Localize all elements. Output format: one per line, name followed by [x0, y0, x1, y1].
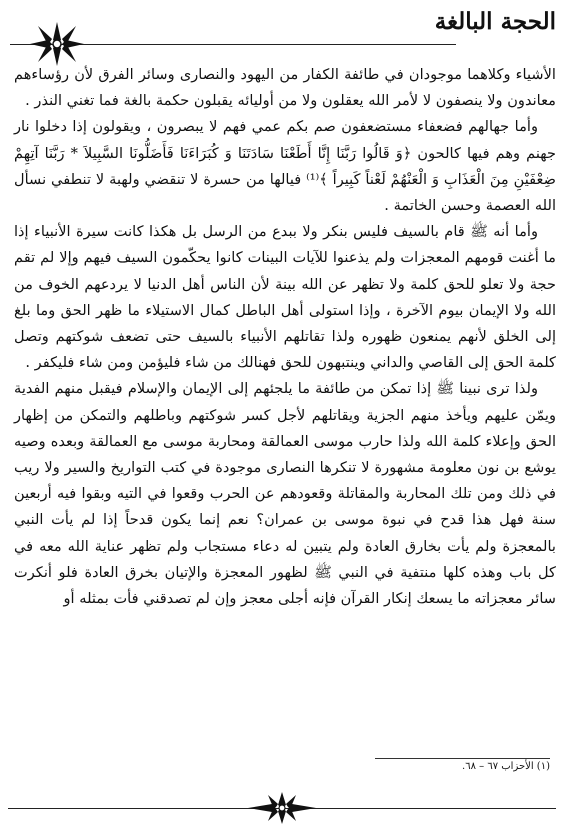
running-title: الحجة البالغة [434, 8, 556, 35]
paragraph: وأما جهالهم فضعفاء مستضعفون صم بكم عمي فهم لا يبصرون ، ويقولون إذا دخلوا نار جهنم وهم فيها كالحون ﴿وَ قَالُوا رَبَّنَا إِنَّا أَطَعْنَا سَادَتَنَا وَ كُبَرَاءَنَا فَأَضَلُّونَا السَّبِيلاَ * رَبَّنَا آتِهِمْ ضِعْفَيْنِ مِنَ الْعَذَابِ وَ الْعَنْهُمْ لَعْناً كَبِيراً ﴾⁽¹⁾ فيالها من حسرة لا تنقضي ولهبة لا تنطفي نسأل الله العصمة وحسن الخاتمة . [14, 118, 556, 215]
star-ornament-icon [30, 22, 84, 66]
paragraph: وأما أنه ﷺ قام بالسيف فليس بنكر ولا ببدع من الرسل بل هكذا كانت سيرة الأنبياء إذا ما أغنت قومهم المعجزات ولم يذعنوا للآيات البينات كانوا يحكّمون السيف فيهم وإلا لم تقم حجة ولا تعلو للحق كلمة ولا تظهر عن الله بينة لأن الناس أهل الدنيا لا يردعهم الخوف من الله ولا الإيمان بيوم الآخرة ، وإذا استولى أهل الباطل كمال الاستيلاء ما ظهر الحق وما بلغ إلى الخلق لأنهم يمنعون ظهوره ولذا تقاتلهم الأنبياء بالسيف حتى تضعف شوكتهم وتصل كلمة الحق إلى القاصي والداني وينتبهون للحق فهنالك من شاء فليؤمن ومن شاء فليكفر . [14, 223, 556, 372]
footnote-rule [375, 758, 550, 759]
body-text [14, 62, 556, 752]
footnote: (١) الأحزاب ٦٧ – ٦٨. [462, 761, 550, 772]
paragraph: ولذا ترى نبينا ﷺ إذا تمكن من طائفة ما يلجئهم إلى الإيمان والإسلام فيقبل منهم الفدية ويمّن عليهم ويأخذ منهم الجزية ويقاتلهم لأجل كسر شوكتهم وباطلهم والتمكن من إظهار الحق وإعلاء كلمة الله ولذا حارب موسى العمالقة ومحاربة موسى مع العمالقة وبعده وصيه يوشع بن نون معلومة مشهورة لا تنكرها النصارى موجودة في كتب التواريخ والسير ولا ريب في ذلك ومن تلك المحاربة والمقاتلة وقعودهم عن الحرب وقعوا في التيه وبقوا فيه أربعين سنة فهل هذا قدح في نبوة موسى بن عمران؟ نعم إنما يكون قدحاً إذا لم يأت النبي بالمعجزة ولم يأت بخارق العادة ولم يتبين له دعاء مستجاب ولم تظهر عناية الله معه في كل باب وهذه كلها منتفية في النبي ﷺ لظهور المعجزة والإتيان بخرق العادة فلو أنكرت سائر معجزاته ما يسعك إنكار القرآن فإنه أجلى معجز وإن لم تصدقني فأت بمثله أو [14, 380, 556, 608]
star-ornament-icon [248, 792, 316, 824]
paragraph: الأشياء وكلاهما موجودان في طائفة الكفار من اليهود والنصارى وسائر الفرق لأن رؤساءهم معاندون ولا ينصفون لا لأمر الله يعقلون ولا من أوليائه يقبلون حكمة بالغة فما تغني النذر . [14, 66, 556, 110]
